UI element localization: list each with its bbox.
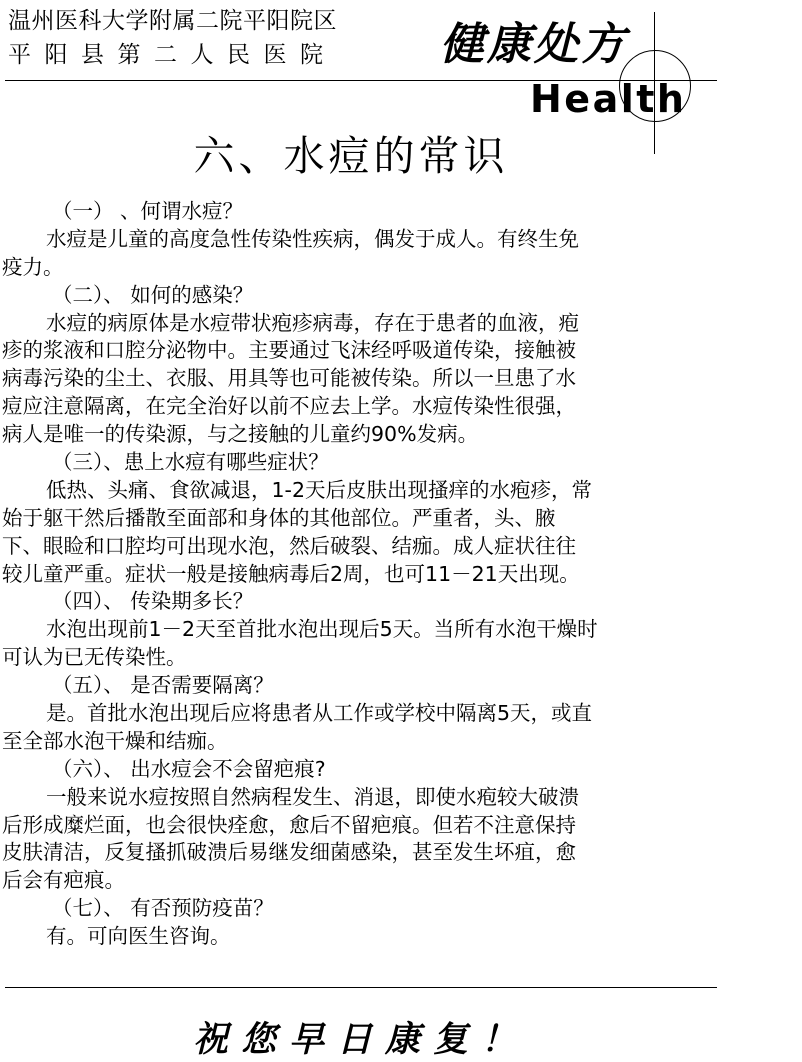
section-heading: （三）、患上水痘有哪些症状？ — [52, 450, 329, 475]
section-heading: （四）、 传染期多长？ — [52, 589, 254, 614]
paragraph-line: 痘应注意隔离，在完全治好以前不应去上学。水痘传染性很强， — [2, 394, 576, 419]
paragraph-line: 疹的浆液和口腔分泌物中。主要通过飞沫经呼吸道传染，接触被 — [2, 338, 576, 363]
paragraph-line: 病人是唯一的传染源，与之接触的儿童约90%发病。 — [2, 422, 479, 447]
paragraph-line: 有。可向医生咨询。 — [46, 924, 231, 949]
paragraph-line: 后会有疤痕。 — [2, 868, 125, 893]
paragraph-line: 可认为已无传染性。 — [2, 645, 187, 670]
paragraph-line: 后形成糜烂面，也会很快痊愈，愈后不留疤痕。但若不注意保持 — [2, 812, 576, 837]
paragraph-line: 水痘是儿童的高度急性传染性疾病，偶发于成人。有终生免 — [46, 226, 579, 251]
paragraph-line: 皮肤清洁，反复搔抓破溃后易继发细菌感染，甚至发生坏疽，愈 — [2, 840, 576, 865]
page-title: 六、水痘的常识 — [193, 132, 509, 180]
brand-health-wordmark: Health — [530, 77, 687, 121]
closing-wish: 祝您早日康复！ — [192, 1019, 529, 1060]
section-heading: （五）、 是否需要隔离？ — [52, 673, 274, 698]
paragraph-line: 低热、头痛、食欲减退，1-2天后皮肤出现搔痒的水疱疹，常 — [46, 477, 592, 502]
paragraph-line: 一般来说水痘按照自然病程发生、消退，即使水疱较大破溃 — [46, 784, 579, 809]
paragraph-line: 下、眼睑和口腔均可出现水泡，然后破裂、结痂。成人症状往往 — [2, 533, 576, 558]
section-heading: （六）、 出水痘会不会留疤痕? — [52, 756, 326, 781]
paragraph-line: 水泡出现前1－2天至首批水泡出现后5天。当所有水泡干燥时 — [46, 617, 598, 642]
paragraph-line: 病毒污染的尘土、衣服、用具等也可能被传染。所以一旦患了水 — [2, 366, 576, 391]
article-body — [0, 198, 720, 951]
section-heading: （二）、 如何的感染？ — [52, 282, 254, 307]
paragraph-line: 水痘的病原体是水痘带状疱疹病毒，存在于患者的血液，疱 — [46, 310, 579, 335]
section-heading: （一） 、何谓水痘？ — [52, 199, 244, 223]
paragraph-line: 较儿童严重。症状一般是接触病毒后2周，也可11－21天出现。 — [2, 561, 580, 586]
section-heading: （七）、 有否预防疫苗？ — [52, 896, 274, 921]
paragraph-line: 疫力。 — [2, 254, 64, 279]
paragraph-line: 至全部水泡干燥和结痂。 — [2, 728, 228, 753]
brand-title: 健康处方 — [440, 19, 628, 70]
footer-rule — [5, 987, 717, 988]
paragraph-line: 是。首批水泡出现后应将患者从工作或学校中隔离5天，或直 — [46, 701, 593, 726]
paragraph-line: 始于躯干然后播散至面部和身体的其他部位。严重者，头、腋 — [2, 505, 556, 530]
hospital-name-line2: 平阳县第二人民医院 — [8, 42, 337, 68]
hospital-name-line1: 温州医科大学附属二院平阳院区 — [8, 8, 337, 34]
